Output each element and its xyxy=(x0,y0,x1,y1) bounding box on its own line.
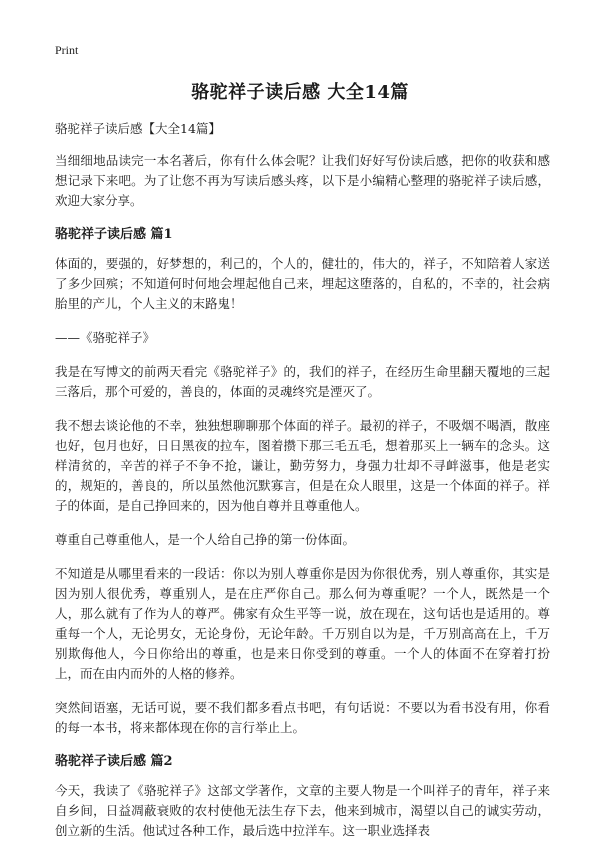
paragraph: 今天，我读了《骆驼祥子》这部文学著作，文章的主要人物是一个叫祥子的青年，祥子来自乡间，日益凋蔽衰败的农村使他无法生存下去，他来到城市，渴望以自己的诚实劳动，创立新的生活。他试过各种工作，最后选中拉洋车。这一职业选择表 xyxy=(55,783,550,838)
article-subtitle: 骆驼祥子读后感【大全14篇】 xyxy=(55,121,221,136)
print-link[interactable]: Print xyxy=(55,43,79,57)
article-body xyxy=(55,119,550,855)
paragraph: 我不想去谈论他的不幸，独独想聊聊那个体面的祥子。最初的祥子，不吸烟不喝酒，散座也好，包月也好，日日黑夜的拉车，图着攒下那三毛五毛，想着那买上一辆车的念头。这样清贫的，辛苦的祥子不争不抢，谦让，勤劳努力，身强力壮却不寻衅滋事，他是老实的，规矩的，善良的，所以虽然他沉默寡言，但是在众人眼里，这是一个体面的祥子。祥子的体面，是自己挣回来的，因为他自尊并且尊重他人。 xyxy=(55,418,550,513)
paragraph: 突然间语塞，无话可说，要不我们都多看点书吧，有句话说：不要以为看书没有用，你看的每一本书，将来都体现在你的言行举止上。 xyxy=(55,700,550,735)
paragraph: 我是在写博文的前两天看完《骆驼祥子》的，我们的祥子，在经历生命里翻天覆地的三起三落后，那个可爱的，善良的，体面的灵魂终究是湮灭了。 xyxy=(55,364,550,399)
section-heading-1: 骆驼祥子读后感 篇1 xyxy=(55,227,173,242)
article-title: 骆驼祥子读后感 大全14篇 xyxy=(191,82,409,103)
paragraph: 尊重自己尊重他人，是一个人给自己挣的第一份体面。 xyxy=(55,532,356,547)
intro-paragraph: 当细细地品读完一本名著后，你有什么体会呢？让我们好好写份读后感，把你的收获和感想记录下来吧。为了让您不再为写读后感头疼，以下是小编精心整理的骆驼祥子读后感，欢迎大家分享。 xyxy=(55,153,550,208)
paragraph: 体面的，要强的，好梦想的，利己的，个人的，健壮的，伟大的，祥子，不知陪着人家送了多少回殡；不知道何时何地会埋起他自己来，埋起这堕落的，自私的，不幸的，社会病胎里的产儿，个人主义的末路鬼！ xyxy=(55,256,550,311)
quote-attribution: ——《骆驼祥子》 xyxy=(55,330,156,345)
section-heading-2: 骆驼祥子读后感 篇2 xyxy=(55,754,173,769)
paragraph: 不知道是从哪里看来的一段话：你以为别人尊重你是因为你很优秀，别人尊重你，其实是因为别人很优秀，尊重别人，是在庄严你自己。那么何为尊重呢？一个人，既然是一个人，那么就有了作为人的尊严。佛家有众生平等一说，放在现在，这句话也是适用的。尊重每一个人，无论男女，无论身份，无论年龄。千万别自以为是，千万别高高在上，千万别欺侮他人，今日你给出的尊重，也是来日你受到的尊重。一个人的体面不在穿着打扮上，而在由内而外的人格的修养。 xyxy=(55,566,550,681)
